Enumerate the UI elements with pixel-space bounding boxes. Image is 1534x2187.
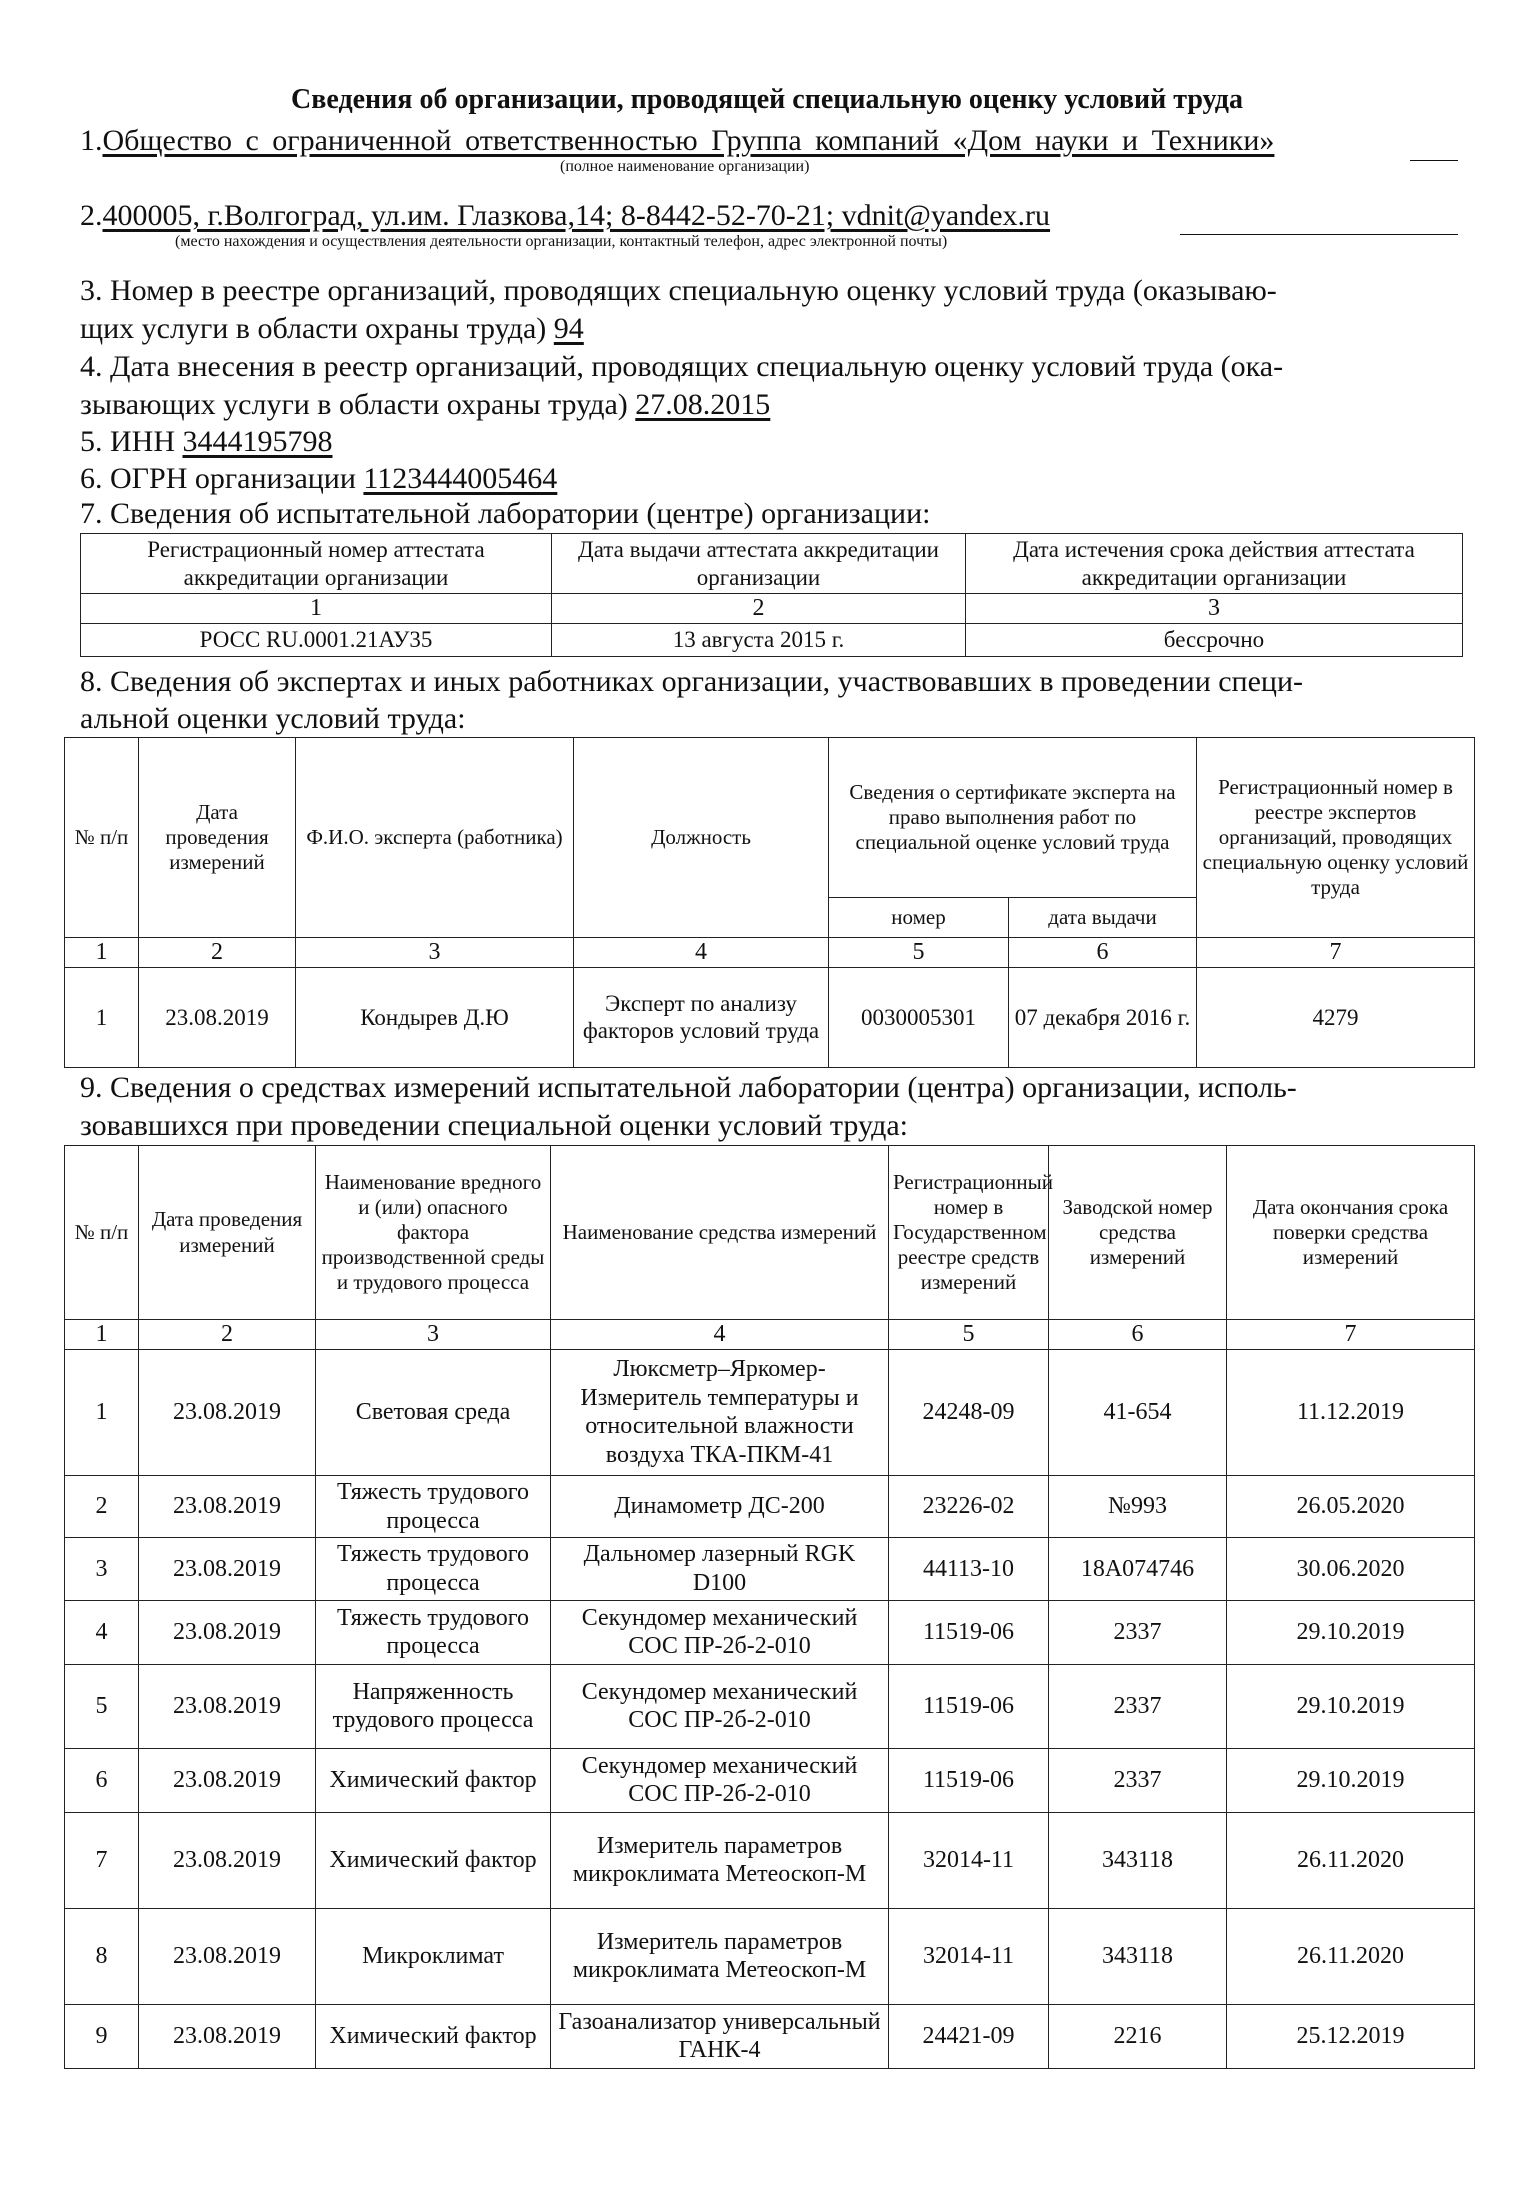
instrument-serial: 2216 <box>1049 2004 1227 2068</box>
table-row <box>65 1349 1475 1475</box>
org-name-caption: (полное наименование организации) <box>560 158 810 175</box>
instrument-date: 23.08.2019 <box>139 1475 316 1538</box>
instrument-verification-date: 11.12.2019 <box>1227 1349 1475 1475</box>
lab-col-header: Регистрационный номер аттестата аккредитации организации <box>81 534 552 594</box>
underline-filler <box>1410 160 1458 161</box>
org-address-line <box>80 199 1050 233</box>
expert-name: Кондырев Д.Ю <box>296 967 574 1067</box>
instrument-factor: Напряженность трудового процесса <box>316 1664 551 1748</box>
instrument-factor: Тяжесть трудового процесса <box>316 1600 551 1664</box>
instrument-verification-date: 26.05.2020 <box>1227 1475 1475 1538</box>
expert-position: Эксперт по анализу факторов условий труда <box>574 967 829 1067</box>
instruments-col-num: № п/п <box>65 1146 139 1320</box>
column-number: 2 <box>139 1320 316 1350</box>
column-number-row <box>81 594 1463 624</box>
instrument-num: 2 <box>65 1475 139 1538</box>
instrument-factor: Тяжесть трудового процесса <box>316 1538 551 1601</box>
lab-table <box>80 533 1463 657</box>
instrument-factor: Микроклимат <box>316 1908 551 2004</box>
lab-col-header: Дата выдачи аттестата аккредитации организации <box>552 534 966 594</box>
org-full-name: Общество с ограниченной ответственностью Группа компаний «Дом науки и Техники» <box>102 124 1275 157</box>
accreditation-expiry: бессрочно <box>966 623 1463 656</box>
instrument-reg-number: 24421-09 <box>889 2004 1049 2068</box>
instrument-date: 23.08.2019 <box>139 1812 316 1908</box>
item4-label: зывающих услуги в области охраны труда) <box>80 388 628 421</box>
instrument-num: 4 <box>65 1600 139 1664</box>
table-row <box>65 1664 1475 1748</box>
instrument-reg-number: 11519-06 <box>889 1664 1049 1748</box>
instrument-reg-number: 44113-10 <box>889 1538 1049 1601</box>
instrument-serial: №993 <box>1049 1475 1227 1538</box>
instrument-serial: 2337 <box>1049 1748 1227 1812</box>
instrument-reg-number: 32014-11 <box>889 1812 1049 1908</box>
inn-value: 3444195798 <box>182 425 333 458</box>
instrument-verification-date: 26.11.2020 <box>1227 1812 1475 1908</box>
item4-line2 <box>80 388 770 422</box>
instrument-serial: 18А074746 <box>1049 1538 1227 1601</box>
column-number: 3 <box>296 938 574 968</box>
instrument-num: 9 <box>65 2004 139 2068</box>
underline-filler <box>1180 234 1458 235</box>
org-address-caption: (место нахождения и осуществления деятельности организации, контактный телефон, адрес электронной почты) <box>175 233 948 250</box>
ogrn-label: 6. ОГРН организации <box>80 462 356 495</box>
expert-num: 1 <box>65 967 139 1067</box>
instrument-num: 1 <box>65 1349 139 1475</box>
instrument-name: Секундомер механический СОС ПР-2б-2-010 <box>551 1600 889 1664</box>
instrument-num: 7 <box>65 1812 139 1908</box>
instrument-name: Газоанализатор универсальный ГАНК-4 <box>551 2004 889 2068</box>
instruments-table <box>64 1145 1475 2069</box>
instrument-name: Люксметр–Яркомер-Измеритель температуры и относительной влажности воздуха ТКА-ПКМ-41 <box>551 1349 889 1475</box>
instrument-factor: Химический фактор <box>316 2004 551 2068</box>
instrument-date: 23.08.2019 <box>139 2004 316 2068</box>
item1-number: 1. <box>80 124 103 157</box>
instrument-serial: 2337 <box>1049 1600 1227 1664</box>
expert-cert-date: 07 декабря 2016 г. <box>1009 967 1197 1067</box>
instrument-date: 23.08.2019 <box>139 1538 316 1601</box>
instrument-num: 5 <box>65 1664 139 1748</box>
instrument-reg-number: 32014-11 <box>889 1908 1049 2004</box>
item3-label: щих услуги в области охраны труда) <box>80 312 547 345</box>
registry-number: 94 <box>553 312 584 345</box>
experts-heading-line1: 8. Сведения об экспертах и иных работниках организации, участвовавших в проведении специ- <box>80 665 1304 698</box>
instruments-col-reg-number: Регистрационный номер в Государственном реестре средств измерений <box>889 1146 1049 1320</box>
instrument-reg-number: 11519-06 <box>889 1748 1049 1812</box>
table-row <box>65 967 1475 1067</box>
table-row <box>65 1812 1475 1908</box>
instrument-name: Секундомер механический СОС ПР-2б-2-010 <box>551 1748 889 1812</box>
instruments-col-factor: Наименование вредного и (или) опасного фактора производственной среды и трудового процесса <box>316 1146 551 1320</box>
experts-col-num: № п/п <box>65 738 139 938</box>
instrument-serial: 41-654 <box>1049 1349 1227 1475</box>
instrument-name: Динамометр ДС-200 <box>551 1475 889 1538</box>
instrument-factor: Химический фактор <box>316 1812 551 1908</box>
instrument-name: Измеритель параметров микроклимата Метеоскоп-М <box>551 1908 889 2004</box>
table-row <box>65 1600 1475 1664</box>
column-number: 5 <box>889 1320 1049 1350</box>
registry-date: 27.08.2015 <box>635 388 771 421</box>
column-number: 6 <box>1049 1320 1227 1350</box>
ogrn-line <box>80 462 557 496</box>
experts-col-position: Должность <box>574 738 829 938</box>
column-number: 3 <box>316 1320 551 1350</box>
table-row <box>65 1538 1475 1601</box>
ogrn-value: 1123444005464 <box>363 462 558 495</box>
org-name-line <box>80 124 1274 158</box>
instruments-col-date: Дата проведения измерений <box>139 1146 316 1320</box>
column-number: 7 <box>1227 1320 1475 1350</box>
table-row <box>65 1908 1475 2004</box>
instrument-name: Измеритель параметров микроклимата Метеоскоп-М <box>551 1812 889 1908</box>
item4-line1: 4. Дата внесения в реестр организаций, проводящих специальную оценку условий труда (ока- <box>80 350 1284 383</box>
column-number: 2 <box>139 938 296 968</box>
instrument-rows <box>65 1349 1475 2068</box>
table-row <box>81 623 1463 656</box>
experts-table <box>64 737 1475 1068</box>
expert-date: 23.08.2019 <box>139 967 296 1067</box>
instrument-date: 23.08.2019 <box>139 1908 316 2004</box>
instrument-date: 23.08.2019 <box>139 1349 316 1475</box>
item2-number: 2. <box>80 199 103 232</box>
inn-line <box>80 425 333 459</box>
instrument-verification-date: 25.12.2019 <box>1227 2004 1475 2068</box>
table-row <box>65 1475 1475 1538</box>
table-row <box>65 1748 1475 1812</box>
column-number: 7 <box>1197 938 1475 968</box>
table-row <box>65 2004 1475 2068</box>
document-title: Сведения об организации, проводящей специальную оценку условий труда <box>291 84 1243 115</box>
column-number: 4 <box>551 1320 889 1350</box>
expert-cert-number: 0030005301 <box>829 967 1009 1067</box>
instruments-col-instrument: Наименование средства измерений <box>551 1146 889 1320</box>
org-address-contacts: 400005, г.Волгоград, ул.им. Глазкова,14; 8-8442-52-70-21; vdnit@yandex.ru <box>102 199 1051 232</box>
instrument-name: Дальномер лазерный RGK D100 <box>551 1538 889 1601</box>
experts-col-certificate: Сведения о сертификате эксперта на право выполнения работ по специальной оценке условий труда <box>829 738 1197 898</box>
instrument-factor: Тяжесть трудового процесса <box>316 1475 551 1538</box>
lab-col-header: Дата истечения срока действия аттестата аккредитации организации <box>966 534 1463 594</box>
instrument-num: 8 <box>65 1908 139 2004</box>
experts-col-cert-number: номер <box>829 898 1009 938</box>
table-header-row <box>65 738 1475 898</box>
column-number-row <box>65 1320 1475 1350</box>
table-header-row <box>81 534 1463 594</box>
instrument-serial: 343118 <box>1049 1812 1227 1908</box>
instrument-reg-number: 11519-06 <box>889 1600 1049 1664</box>
instrument-verification-date: 29.10.2019 <box>1227 1748 1475 1812</box>
experts-col-name: Ф.И.О. эксперта (работника) <box>296 738 574 938</box>
accreditation-issue-date: 13 августа 2015 г. <box>552 623 966 656</box>
experts-heading-line2: альной оценки условий труда: <box>80 702 466 735</box>
experts-col-cert-date: дата выдачи <box>1009 898 1197 938</box>
experts-col-date: Дата проведения измерений <box>139 738 296 938</box>
table-header-row <box>65 1146 1475 1320</box>
instrument-serial: 343118 <box>1049 1908 1227 2004</box>
item3-line2 <box>80 312 584 346</box>
expert-reg-number: 4279 <box>1197 967 1475 1067</box>
column-number-row <box>65 938 1475 968</box>
column-number: 1 <box>65 1320 139 1350</box>
instruments-heading-line1: 9. Сведения о средствах измерений испытательной лаборатории (центра) организации, исполь- <box>80 1071 1297 1104</box>
instrument-num: 6 <box>65 1748 139 1812</box>
instruments-heading-line2: зовавшихся при проведении специальной оценки условий труда: <box>80 1109 909 1142</box>
instrument-verification-date: 29.10.2019 <box>1227 1664 1475 1748</box>
instrument-factor: Химический фактор <box>316 1748 551 1812</box>
item3-line1: 3. Номер в реестре организаций, проводящих специальную оценку условий труда (оказываю- <box>80 274 1277 307</box>
instrument-date: 23.08.2019 <box>139 1748 316 1812</box>
instrument-verification-date: 29.10.2019 <box>1227 1600 1475 1664</box>
instrument-factor: Световая среда <box>316 1349 551 1475</box>
column-number: 5 <box>829 938 1009 968</box>
column-number: 6 <box>1009 938 1197 968</box>
instrument-date: 23.08.2019 <box>139 1664 316 1748</box>
instruments-col-serial: Заводской номер средства измерений <box>1049 1146 1227 1320</box>
column-number: 2 <box>552 594 966 624</box>
accreditation-number: РОСС RU.0001.21АУ35 <box>81 623 552 656</box>
instrument-verification-date: 26.11.2020 <box>1227 1908 1475 2004</box>
instrument-num: 3 <box>65 1538 139 1601</box>
experts-col-reg-number: Регистрационный номер в реестре экспертов организаций, проводящих специальную оценку условий труда <box>1197 738 1475 938</box>
instrument-serial: 2337 <box>1049 1664 1227 1748</box>
column-number: 1 <box>65 938 139 968</box>
instrument-verification-date: 30.06.2020 <box>1227 1538 1475 1601</box>
instrument-reg-number: 24248-09 <box>889 1349 1049 1475</box>
inn-label: 5. ИНН <box>80 425 175 458</box>
instrument-reg-number: 23226-02 <box>889 1475 1049 1538</box>
column-number: 3 <box>966 594 1463 624</box>
column-number: 4 <box>574 938 829 968</box>
instrument-date: 23.08.2019 <box>139 1600 316 1664</box>
column-number: 1 <box>81 594 552 624</box>
lab-heading: 7. Сведения об испытательной лаборатории (центре) организации: <box>80 497 931 530</box>
instrument-name: Секундомер механический СОС ПР-2б-2-010 <box>551 1664 889 1748</box>
instruments-col-verification: Дата окончания срока поверки средства измерений <box>1227 1146 1475 1320</box>
